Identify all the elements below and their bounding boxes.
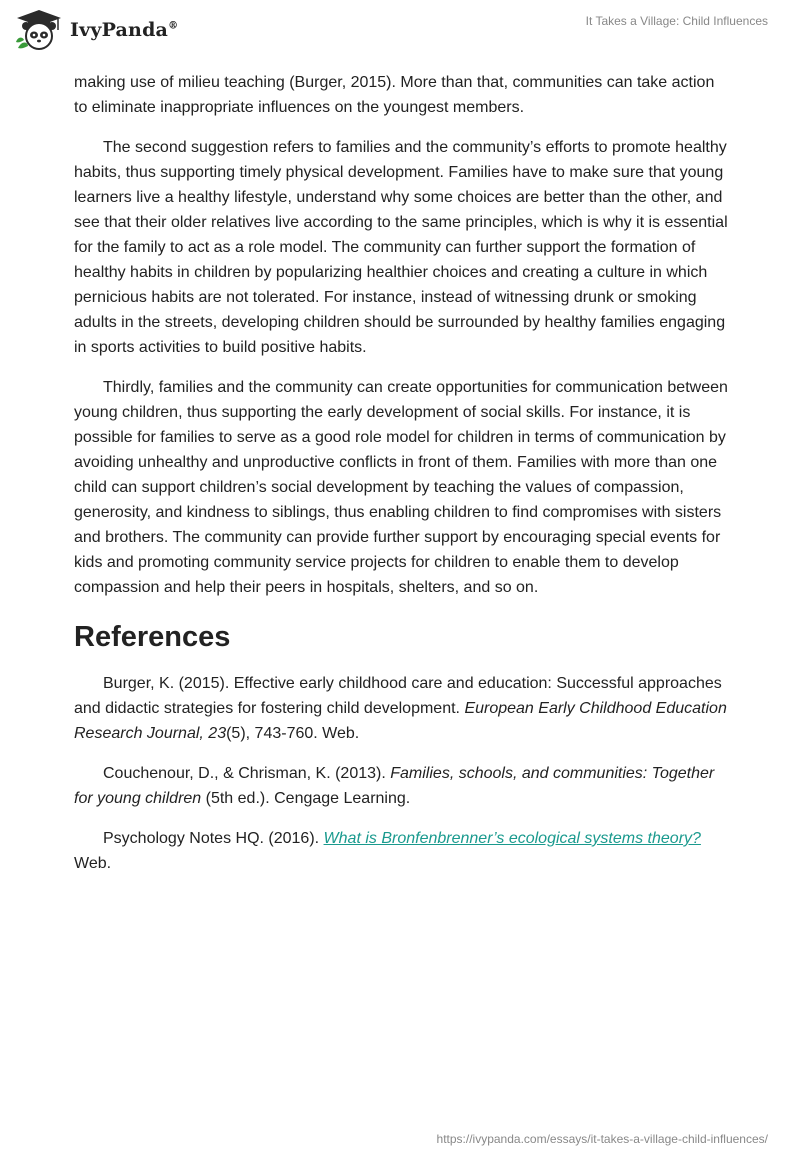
brand-name: IvyPanda® [70,19,179,41]
footer-url[interactable]: https://ivypanda.com/essays/it-takes-a-village-child-influences/ [436,1132,768,1146]
ivypanda-logo[interactable] [14,8,178,52]
panda-graduate-icon [14,8,64,52]
body-paragraph: The second suggestion refers to families and the community’s efforts to promote healthy habits, thus supporting timely physical development. Families have to make sure that young learners live a healthy lifestyle, understand why some choices are better than the other, and see that their older relatives live according to the same principles, which is why it is essential for the family to act as a role model. The community can further support the formation of healthy habits in children by popularizing healthier choices and creating a culture in which pernicious habits are not tolerated. For instance, instead of witnessing drunk or smoking adults in the streets, developing children should be surrounded by healthy families engaging in sports activities to build positive habits. [74,139,728,356]
document-title: It Takes a Village: Child Influences [585,14,768,28]
essay-content [74,70,728,891]
reference-item: Psychology Notes HQ. (2016). What is Bronfenbrenner’s ecological systems theory? Web. [74,830,701,872]
reference-item: Burger, K. (2015). Effective early childhood care and education: Successful approaches and didactic strategies for fostering child development. European Early Childhood Education Research Journal, 23(5), 743-760. Web. [74,675,727,742]
references-heading: References [74,621,231,653]
reference-link[interactable]: What is Bronfenbrenner’s ecological systems theory? [323,830,701,847]
body-paragraph: Thirdly, families and the community can create opportunities for communication between young children, thus supporting the early development of social skills. For instance, it is possible for families to serve as a good role model for children in terms of communication by avoiding unhealthy and unproductive conflicts in front of them. Families with more than one child can support children’s social development by teaching the values of compassion, generosity, and kindness to siblings, thus enabling children to find compromises with sisters and brothers. The community can provide further support by encouraging special events for kids and promoting community service projects for children to enable them to develop compassion and help their peers in hospitals, shelters, and so on. [74,379,728,596]
page-header [0,0,800,62]
body-paragraph: making use of milieu teaching (Burger, 2015). More than that, communities can take action to eliminate inappropriate influences on the youngest members. [74,74,715,116]
reference-item: Couchenour, D., & Chrisman, K. (2013). Families, schools, and communities: Together for young children (5th ed.). Cengage Learning. [74,765,715,807]
